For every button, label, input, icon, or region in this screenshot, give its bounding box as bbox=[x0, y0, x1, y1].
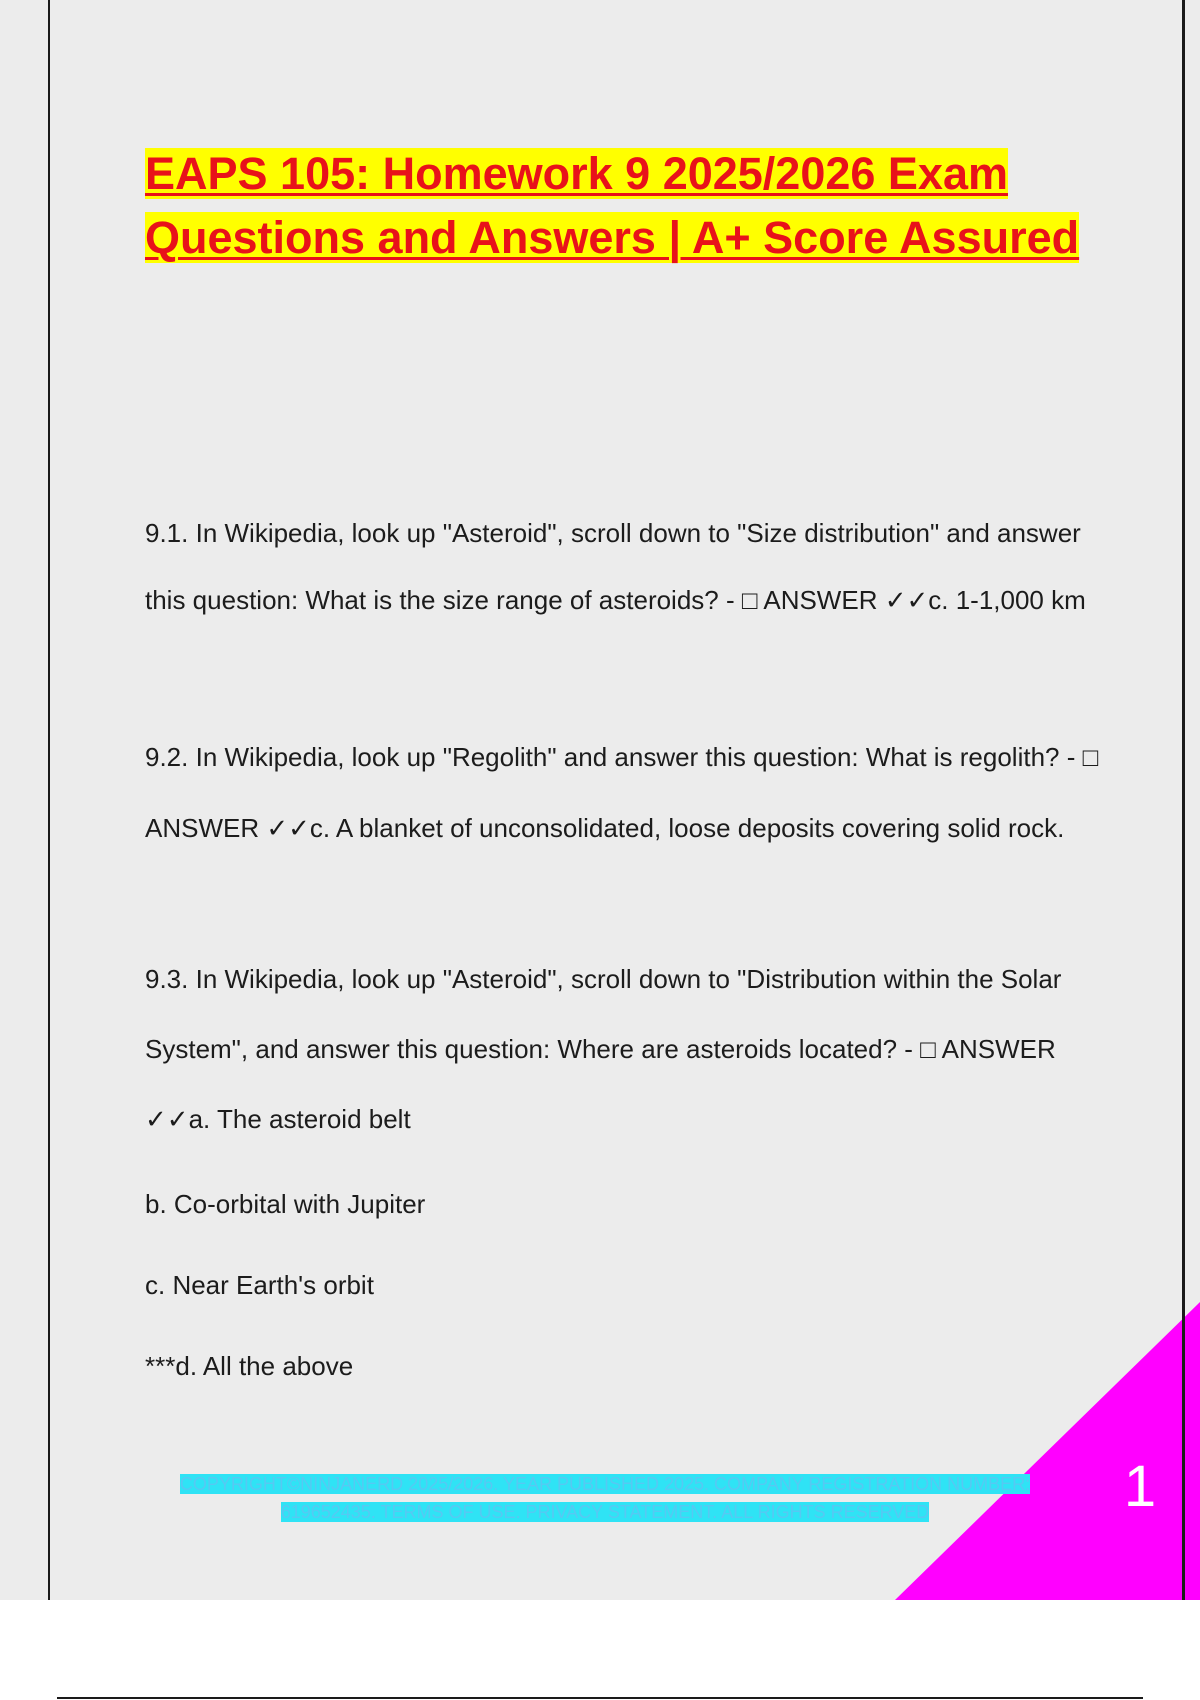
question-9-3: 9.3. In Wikipedia, look up "Asteroid", scroll down to "Distribution within the Solar System", and answer this question: Where are asteroids located? - □ ANSWER ✓✓a. The asteroid belt bbox=[145, 964, 1062, 1134]
page-number: 1 bbox=[1123, 1454, 1157, 1519]
answer-option-d: ***d. All the above bbox=[145, 1351, 354, 1381]
answer-option-c: c. Near Earth's orbit bbox=[145, 1270, 374, 1300]
page-bottom-rule bbox=[57, 1697, 1143, 1699]
footer-copyright-text: COPYRIGHT©NINJANERD 2025/2026. YEAR PUBLISHED 2025. COMPANY REGISTRATION NUMBER: 619652435. TERMS OF USE. PRIVACY STATEMENT. ALL RIGHTS RESERVED bbox=[179, 1474, 1031, 1522]
footer-copyright bbox=[175, 1470, 1035, 1526]
document-title-text: EAPS 105: Homework 9 2025/2026 Exam Questions and Answers | A+ Score Assured bbox=[145, 148, 1080, 263]
question-9-2: 9.2. In Wikipedia, look up "Regolith" and answer this question: What is regolith? - □ ANSWER ✓✓c. A blanket of unconsolidated, loose deposits covering solid rock. bbox=[145, 742, 1099, 843]
answer-option-b: b. Co-orbital with Jupiter bbox=[145, 1189, 426, 1219]
question-9-1: 9.1. In Wikipedia, look up "Asteroid", scroll down to "Size distribution" and answer this question: What is the size range of asteroids? - □ ANSWER ✓✓c. 1-1,000 km bbox=[145, 518, 1086, 615]
